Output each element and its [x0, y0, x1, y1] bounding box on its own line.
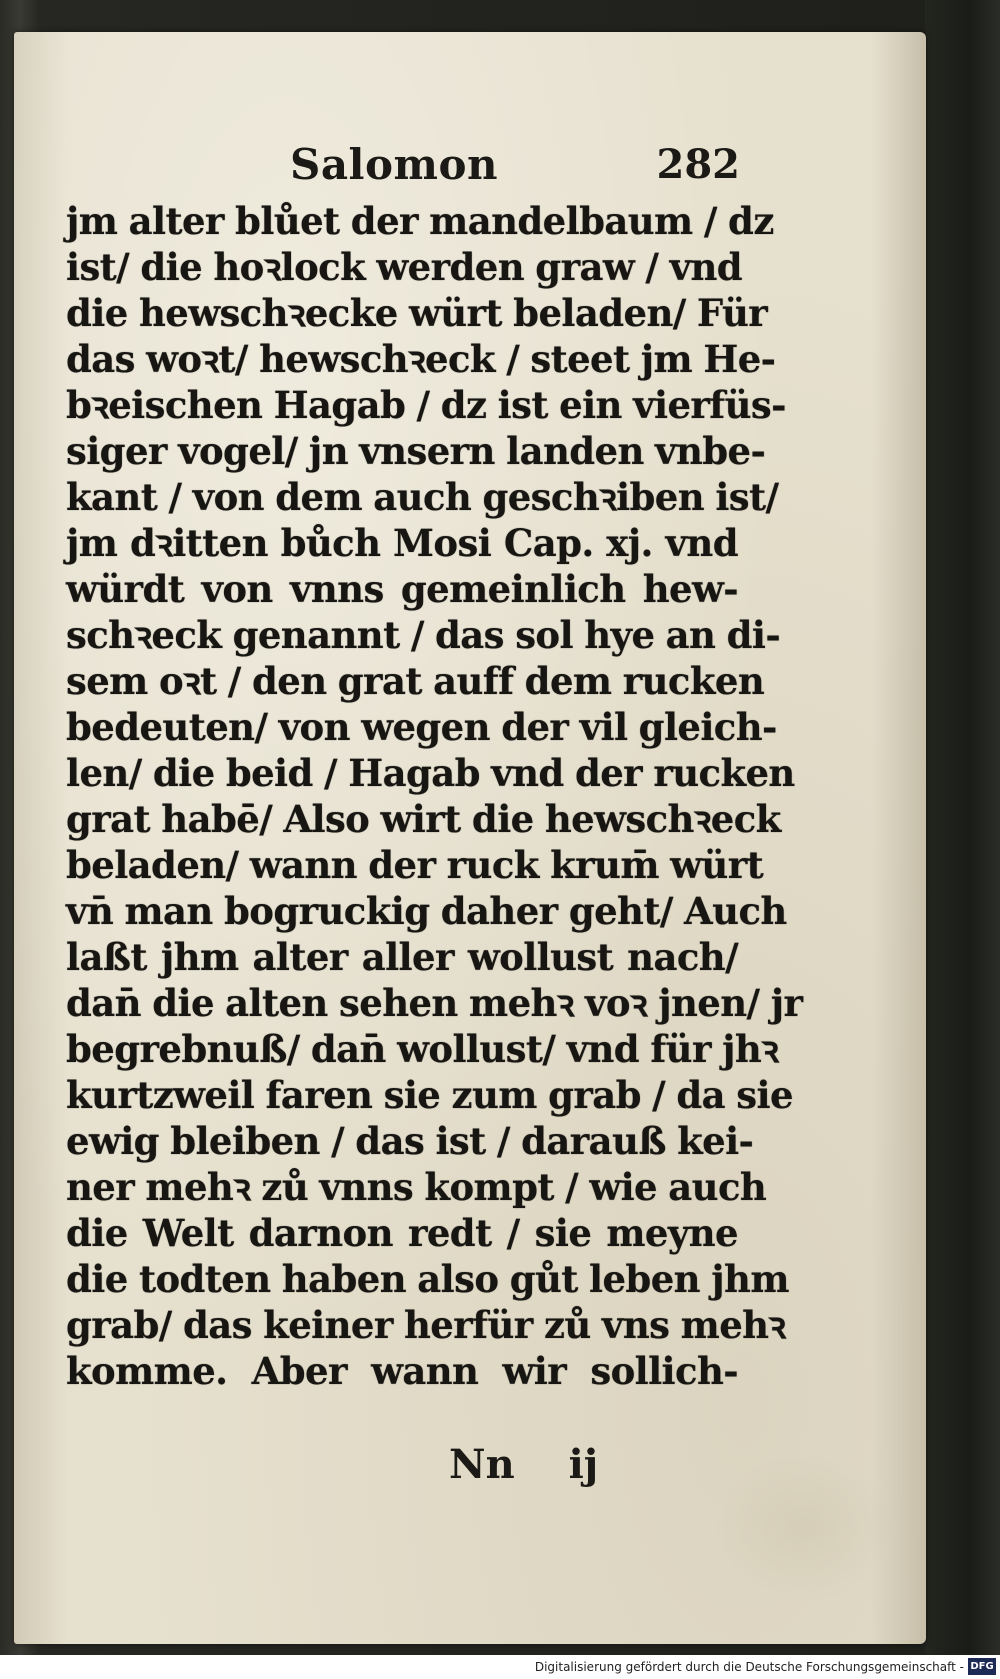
text-line: bꝛeischen Hagab / dz ist ein vierfüs-: [66, 383, 786, 427]
running-head: [44, 135, 740, 195]
text-line: sem oꝛt / den grat auff dem rucken: [66, 659, 765, 703]
book-edge: [925, 0, 1000, 1655]
text-line: kurtzweil faren sie zum grab / da sie: [66, 1073, 793, 1117]
funding-credit: Digitalisierung gefördert durch die Deutsche Forschungsgemeinschaft -: [534, 1660, 964, 1674]
text-line: jm dꝛitten bůch Mosi Cap. xj. vnd: [66, 521, 738, 565]
text-line: würdt von vnns gemeinlich hew-: [66, 567, 738, 611]
text-line: vn̄ man bogruckig daher geht/ Auch: [66, 889, 787, 933]
text-line: begrebnuß/ dan̄ wollust/ vnd für jhꝛ: [66, 1027, 779, 1071]
text-line: siger vogel/ jn vnsern landen vnbe-: [66, 429, 766, 473]
text-line: die todten haben also gůt leben jhm: [66, 1257, 789, 1301]
text-line: schꝛeck genannt / das sol hye an di-: [66, 613, 781, 657]
dfg-logo-icon: DFG: [968, 1658, 996, 1675]
text-line: grat habē/ Also wirt die hewschꝛeck: [66, 797, 781, 841]
text-line: ner mehꝛ zů vnns kompt / wie auch: [66, 1165, 767, 1209]
text-line: bedeuten/ von wegen der vil gleich-: [66, 705, 777, 749]
text-line: das woꝛt/ hewschꝛeck / steet jm He-: [66, 337, 776, 381]
text-line: komme. Aber wann wir sollich-: [66, 1349, 738, 1393]
text-line: jm alter blůet der mandelbaum / dz: [66, 199, 774, 243]
text-line: grab/ das keiner herfür zů vns mehꝛ: [66, 1303, 786, 1347]
text-line: len/ die beid / Hagab vnd der rucken: [66, 751, 795, 795]
text-line: die hewschꝛecke würt beladen/ Für: [66, 291, 768, 335]
text-line: kant / von dem auch geschꝛiben ist/: [66, 475, 779, 519]
signature-mark: Nn ij: [449, 1441, 599, 1488]
page-number: 282: [656, 141, 740, 188]
running-title: Salomon: [290, 140, 499, 189]
body-text: [66, 198, 803, 1394]
digitization-footer: [0, 1655, 1000, 1679]
text-line: die Welt darnon redt / sie meyne: [66, 1211, 738, 1255]
paper-stain: [714, 1452, 894, 1602]
text-line: ist/ die hoꝛlock werden graw / vnd: [66, 245, 743, 289]
text-line: dan̄ die alten sehen mehꝛ voꝛ jnen/ jr: [66, 981, 803, 1025]
book-page: [14, 32, 926, 1644]
text-line: laßt jhm alter aller wollust nach/: [66, 935, 738, 979]
text-line: beladen/ wann der ruck krum̄ würt: [66, 843, 764, 887]
text-line: ewig bleiben / das ist / darauß kei-: [66, 1119, 754, 1163]
